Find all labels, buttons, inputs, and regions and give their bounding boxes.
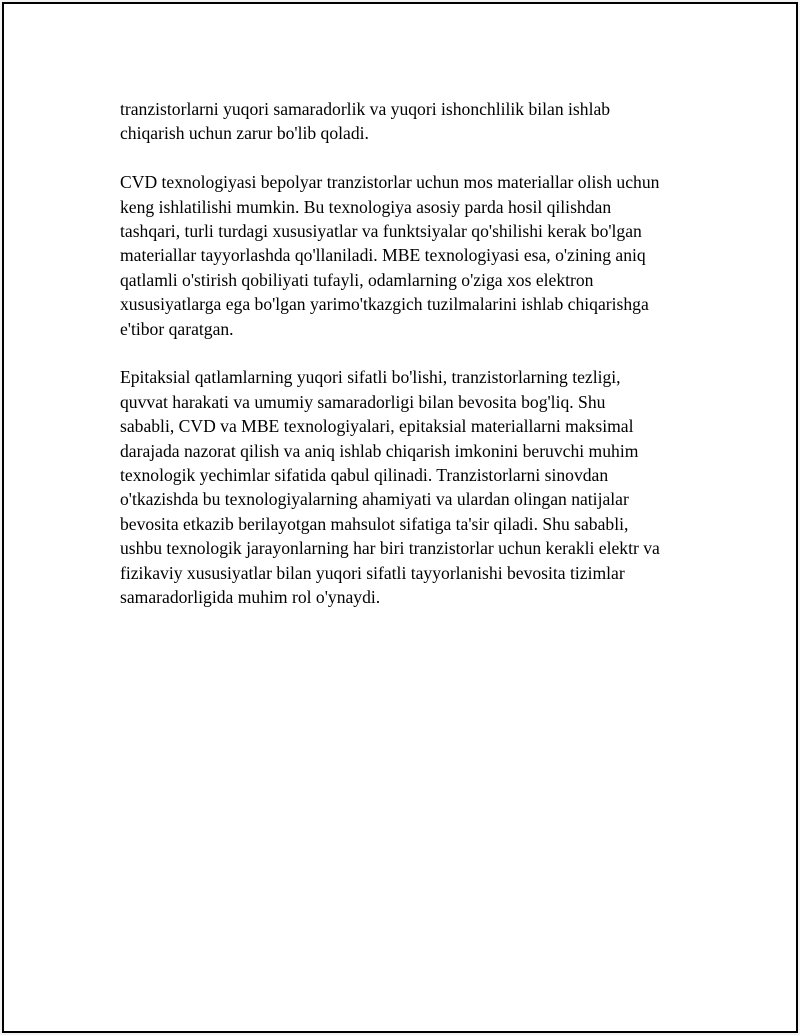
paragraph-1: tranzistorlarni yuqori samaradorlik va yuqori ishonchlilik bilan ishlab chiqarish uchun zarur bo'lib qoladi.	[120, 99, 611, 144]
document-body	[120, 97, 692, 634]
paragraph-2: CVD texnologiyasi bepolyar tranzistorlar uchun mos materiallar olish uchun keng ishlatilishi mumkin. Bu texnologiya asosiy parda hosil qilishdan tashqari, turli turdagi xususiyatlar va funktsiyalar qo'shilishi kerak bo'lgan materiallar tayyorlashda qo'llaniladi. MBE texnologiyasi esa, o'zining aniq qatlamli o'stirish qobiliyati tufayli, odamlarning o'ziga xos elektron xususiyatlarga ega bo'lgan yarimo'tkazgich tuzilmalarini ishlab chiqarishga e'tibor qaratgan.	[120, 172, 660, 339]
document-page	[2, 2, 798, 1033]
paragraph-3: Epitaksial qatlamlarning yuqori sifatli bo'lishi, tranzistorlarning tezligi, quvvat harakati va umumiy samaradorligi bilan bevosita bog'liq. Shu sababli, CVD va MBE texnologiyalari, epitaksial materiallarni maksimal darajada nazorat qilish va aniq ishlab chiqarish imkonini beruvchi muhim texnologik yechimlar sifatida qabul qilinadi. Tranzistorlarni sinovdan o'tkazishda bu texnologiyalarning ahamiyati va ulardan olingan natijalar bevosita etkazib berilayotgan mahsulot sifatiga ta'sir qiladi. Shu sababli, ushbu texnologik jarayonlarning har biri tranzistorlar uchun kerakli elektr va fizikaviy xususiyatlar bilan yuqori sifatli tayyorlanishi bevosita tizimlar samaradorligida muhim rol o'ynaydi.	[120, 367, 660, 608]
